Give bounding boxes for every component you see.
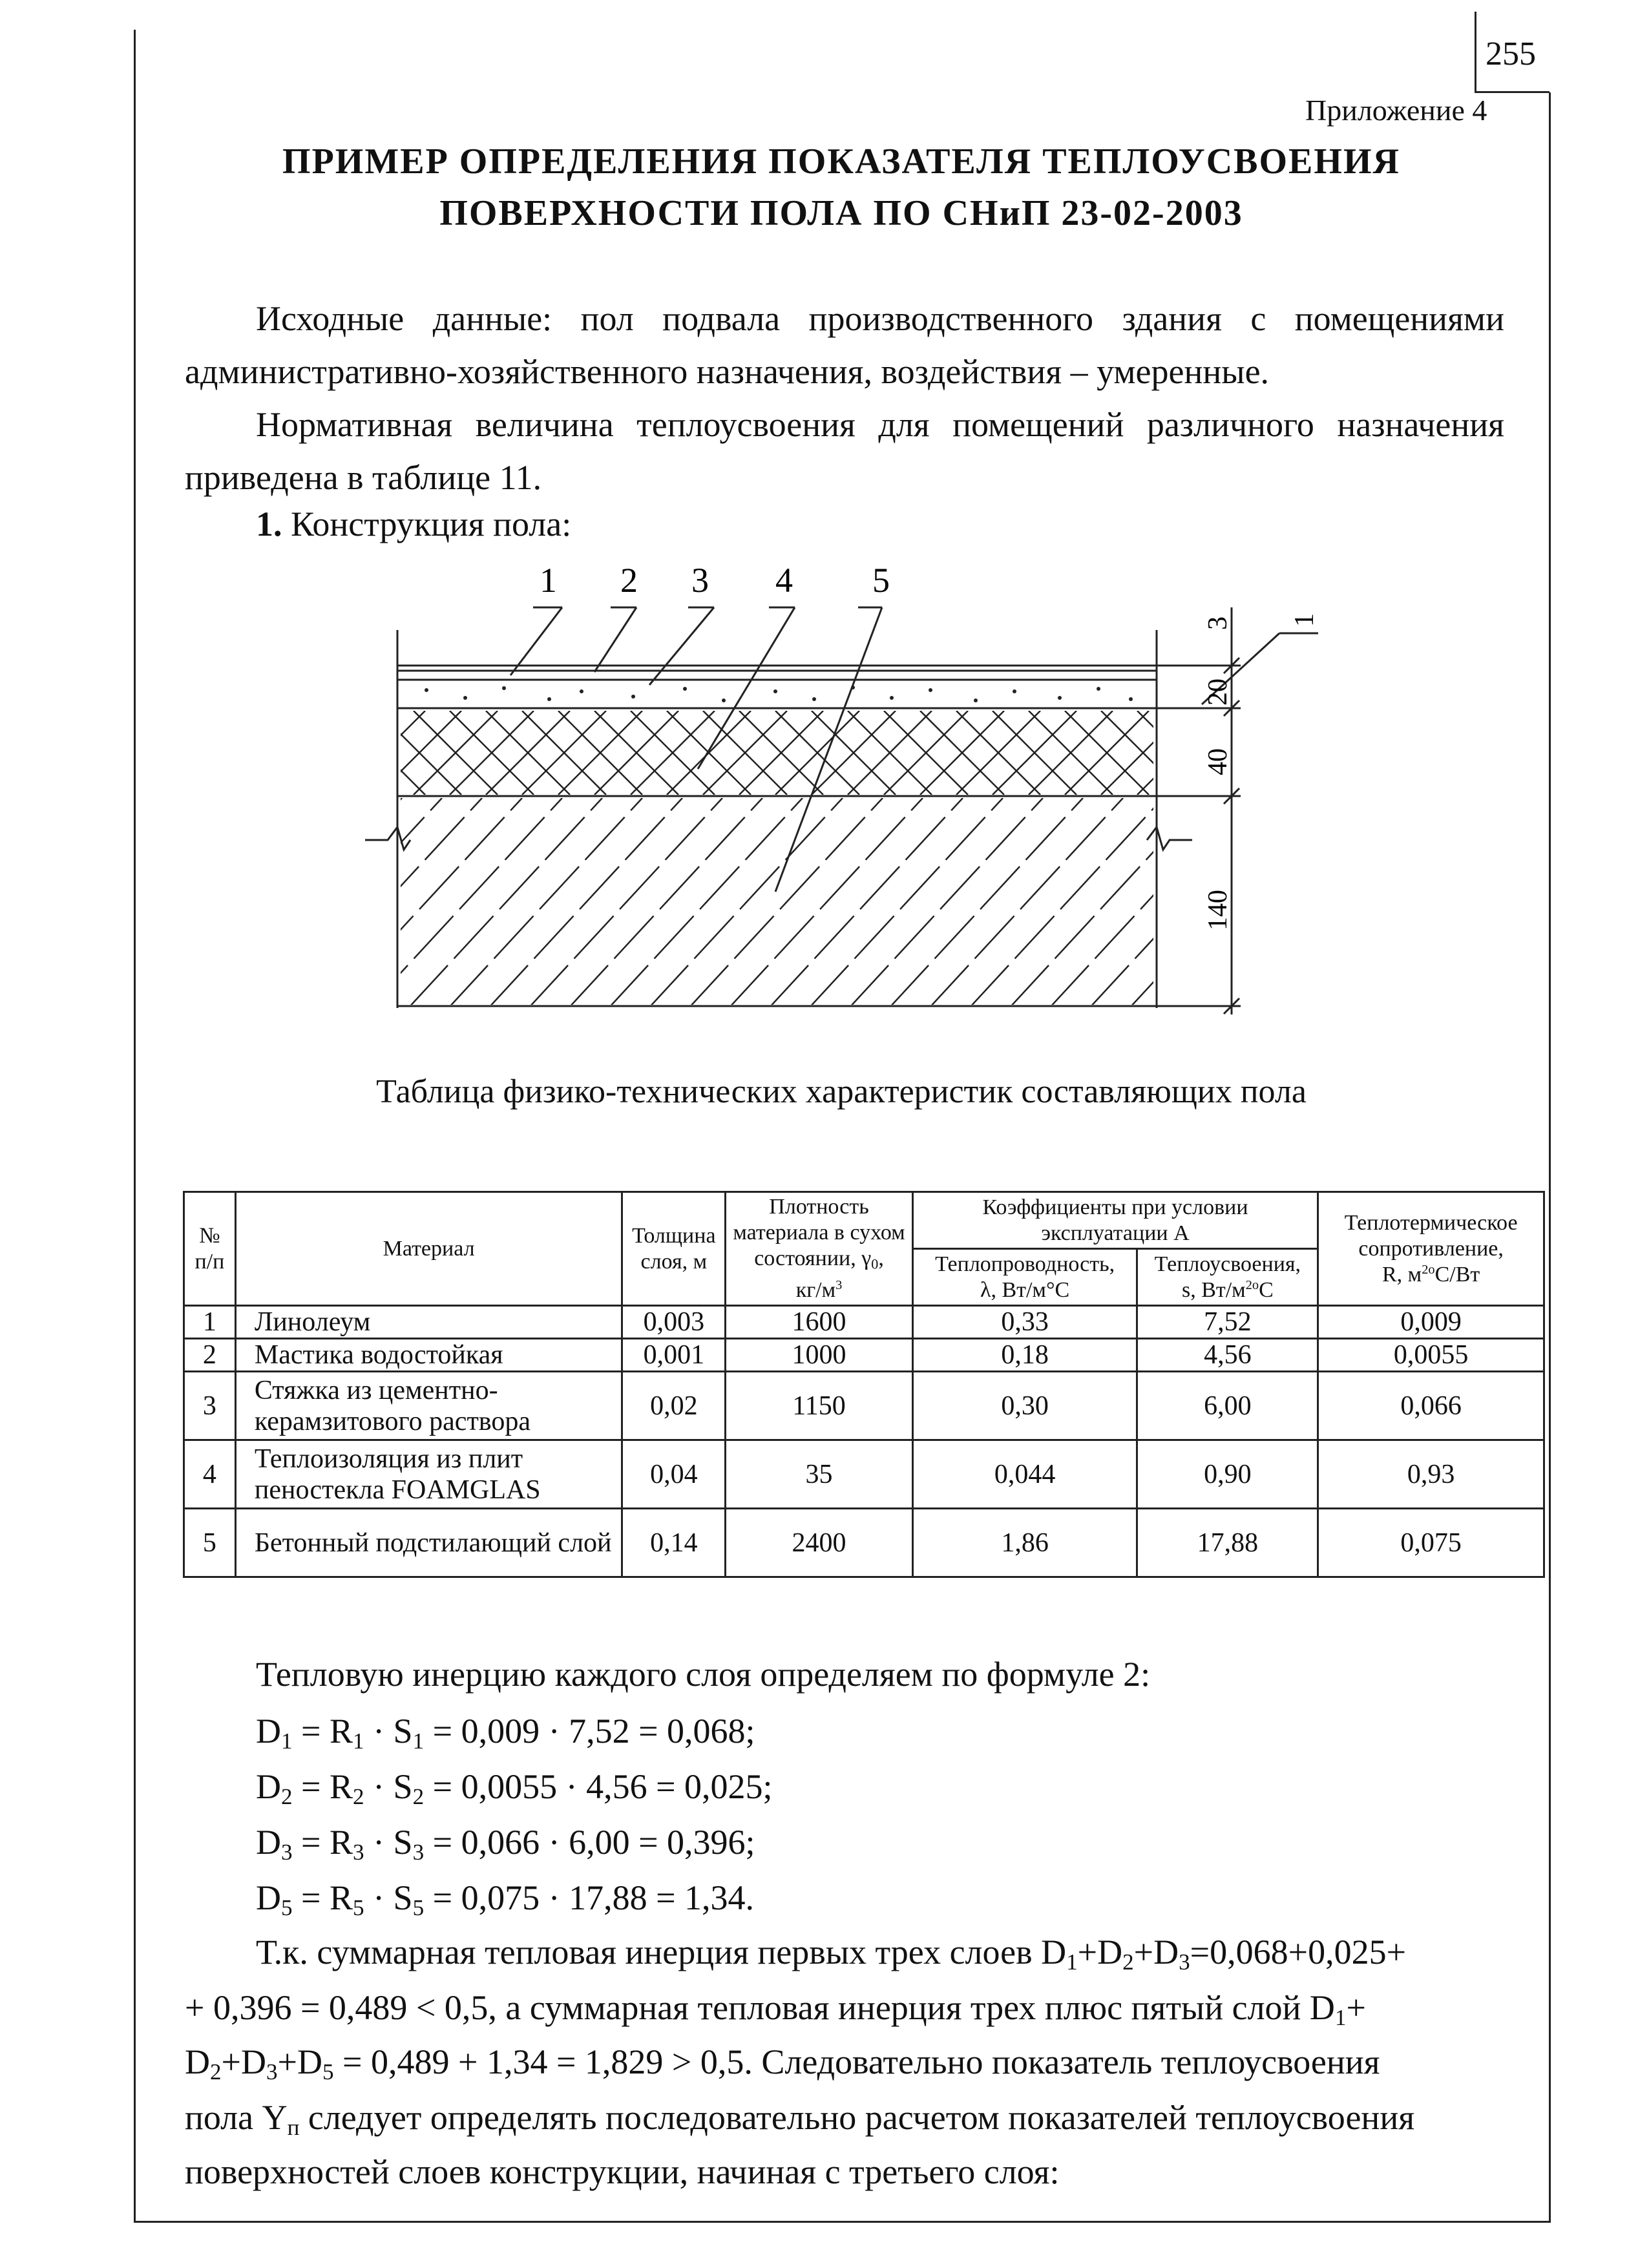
cell-r: 0,93 bbox=[1318, 1440, 1544, 1509]
cell-no: 3 bbox=[184, 1372, 236, 1440]
page-number-box bbox=[1475, 12, 1549, 93]
cell-no: 4 bbox=[184, 1440, 236, 1509]
col-header-material: Материал bbox=[235, 1192, 622, 1306]
cell-no: 5 bbox=[184, 1509, 236, 1577]
title-line-1: ПРИМЕР ОПРЕДЕЛЕНИЯ ПОКАЗАТЕЛЯ ТЕПЛОУСВОЕНИЯ bbox=[282, 142, 1400, 182]
cell-material: Стяжка из цементно-керамзитового раствора bbox=[235, 1372, 622, 1440]
table-row bbox=[184, 1372, 1544, 1440]
dim-3: 3 bbox=[1203, 616, 1233, 630]
cell-s: 4,56 bbox=[1137, 1339, 1318, 1372]
table-header-row-1 bbox=[184, 1192, 1544, 1249]
cell-thickness: 0,001 bbox=[622, 1339, 726, 1372]
conclusion-line-3: $D_2+D_3+D_5 = 0,489 + 1,34 = 1,829 > 0,5$. Следовательно показатель теплоусвоения bbox=[185, 2042, 1380, 2084]
floor-construction-diagram bbox=[362, 556, 1331, 1021]
cell-s: 0,90 bbox=[1137, 1440, 1318, 1509]
properties-table bbox=[183, 1191, 1545, 1578]
cell-no: 2 bbox=[184, 1339, 236, 1372]
callout-2: 2 bbox=[620, 561, 638, 600]
cell-lambda: 0,33 bbox=[912, 1306, 1137, 1339]
dimension-lines bbox=[1157, 607, 1318, 1014]
page-frame-right bbox=[1549, 92, 1551, 2221]
col-header-conductivity: Теплопроводность, λ, Вт/м°С bbox=[912, 1249, 1137, 1306]
cell-density: 35 bbox=[726, 1440, 912, 1509]
page-frame-bottom bbox=[134, 2221, 1551, 2223]
conclusion-line-1: Т.к. суммарная тепловая инерция первых трех слоев $D_1+D_2+D_3=0,068+0,025+$ bbox=[256, 1933, 1407, 1975]
cell-lambda: 0,044 bbox=[912, 1440, 1137, 1509]
inertia-intro: Тепловую инерцию каждого слоя определяем по формуле 2: bbox=[256, 1655, 1151, 1694]
cell-thickness: 0,02 bbox=[622, 1372, 726, 1440]
cell-material: Бетонный подстилающий слой bbox=[235, 1509, 622, 1577]
cell-r: 0,066 bbox=[1318, 1372, 1544, 1440]
section-1-text: Конструкция пола: bbox=[282, 505, 572, 543]
callout-4: 4 bbox=[775, 561, 793, 600]
intro-paragraph-1 bbox=[185, 292, 1504, 398]
conclusion-line-4: пола $Y_п$ следует определять последовательно расчетом показателей теплоусвоения bbox=[185, 2098, 1415, 2140]
formula-d2: $D_2 = R_2 \cdot S_2 = 0,0055 \cdot 4,56 = 0,025$; bbox=[256, 1767, 773, 1809]
intro-paragraph-1-text: Исходные данные: пол подвала производственного здания с помещениями административно-хозяйственного назначения, воздействия – умеренные. bbox=[185, 299, 1504, 391]
dim-40: 40 bbox=[1203, 748, 1233, 775]
cell-lambda: 0,30 bbox=[912, 1372, 1137, 1440]
intro-paragraph-2 bbox=[185, 398, 1504, 504]
dim-1: 1 bbox=[1290, 613, 1319, 627]
section-1-heading bbox=[256, 504, 571, 544]
col-header-coefficients: Коэффициенты при условии эксплуатации А bbox=[912, 1192, 1318, 1249]
title-line-2: ПОВЕРХНОСТИ ПОЛА ПО СНиП 23-02-2003 bbox=[439, 193, 1243, 233]
cell-r: 0,0055 bbox=[1318, 1339, 1544, 1372]
cell-thickness: 0,04 bbox=[622, 1440, 726, 1509]
cell-density: 2400 bbox=[726, 1509, 912, 1577]
formula-d5: $D_5 = R_5 \cdot S_5 = 0,075 \cdot 17,88 = 1,34$. bbox=[256, 1878, 755, 1920]
concrete-hatch bbox=[362, 798, 1331, 1008]
table-row bbox=[184, 1440, 1544, 1509]
cell-thickness: 0,003 bbox=[622, 1306, 726, 1339]
table-row bbox=[184, 1339, 1544, 1372]
col-header-density: Плотность материала в сухом состоянии, $\gamma_0$, $кг/м^3$ bbox=[726, 1192, 912, 1306]
cell-thickness: 0,14 bbox=[622, 1509, 726, 1577]
dim-20: 20 bbox=[1203, 678, 1233, 706]
cell-r: 0,009 bbox=[1318, 1306, 1544, 1339]
page-number: 255 bbox=[1486, 36, 1536, 72]
cell-density: 1000 bbox=[726, 1339, 912, 1372]
dim-140: 140 bbox=[1203, 890, 1233, 930]
callout-1: 1 bbox=[540, 561, 557, 600]
formula-d1: $D_1 = R_1 \cdot S_1 = 0,009 \cdot 7,52 = 0,068$; bbox=[256, 1712, 755, 1754]
col-header-resistance: Теплотермическое сопротивление, R, $м^{2о}С/Вт$ bbox=[1318, 1192, 1544, 1306]
cell-lambda: 0,18 bbox=[912, 1339, 1137, 1372]
conclusion-line-2: + 0,396 = 0,489 < 0,5, а суммарная тепловая инерция трех плюс пятый слой $D_1+$ bbox=[185, 1988, 1366, 2030]
callout-5: 5 bbox=[872, 561, 890, 600]
cell-s: 17,88 bbox=[1137, 1509, 1318, 1577]
table-row bbox=[184, 1509, 1544, 1577]
cell-s: 6,00 bbox=[1137, 1372, 1318, 1440]
table-row bbox=[184, 1306, 1544, 1339]
insulation-hatch bbox=[362, 711, 1330, 795]
cell-material: Мастика водостойкая bbox=[235, 1339, 622, 1372]
cell-s: 7,52 bbox=[1137, 1306, 1318, 1339]
col-header-absorption: Теплоусвоения, s, $Вт/м^{2о}С$ bbox=[1137, 1249, 1318, 1306]
cell-material: Линолеум bbox=[235, 1306, 622, 1339]
cell-density: 1600 bbox=[726, 1306, 912, 1339]
formula-d3: $D_3 = R_3 \cdot S_3 = 0,066 \cdot 6,00 = 0,396$; bbox=[256, 1823, 755, 1865]
section-1-number: 1. bbox=[256, 505, 282, 543]
page-frame-left bbox=[134, 30, 136, 2221]
cell-material: Теплоизоляция из плит пеностекла FOAMGLAS bbox=[235, 1440, 622, 1509]
col-header-thickness: Толщина слоя, м bbox=[622, 1192, 726, 1306]
callout-3: 3 bbox=[691, 561, 709, 600]
screed-aggregate bbox=[425, 686, 1133, 702]
appendix-label: Приложение 4 bbox=[1305, 94, 1487, 127]
intro-paragraph-2-text: Нормативная величина теплоусвоения для помещений различного назначения приведена в таблице 11. bbox=[185, 405, 1504, 497]
cell-no: 1 bbox=[184, 1306, 236, 1339]
col-header-no: № п/п bbox=[184, 1192, 236, 1306]
cell-density: 1150 bbox=[726, 1372, 912, 1440]
cell-lambda: 1,86 bbox=[912, 1509, 1137, 1577]
table-caption: Таблица физико-технических характеристик составляющих пола bbox=[376, 1073, 1307, 1110]
conclusion-line-5: поверхностей слоев конструкции, начиная с третьего слоя: bbox=[185, 2152, 1060, 2191]
cell-r: 0,075 bbox=[1318, 1509, 1544, 1577]
